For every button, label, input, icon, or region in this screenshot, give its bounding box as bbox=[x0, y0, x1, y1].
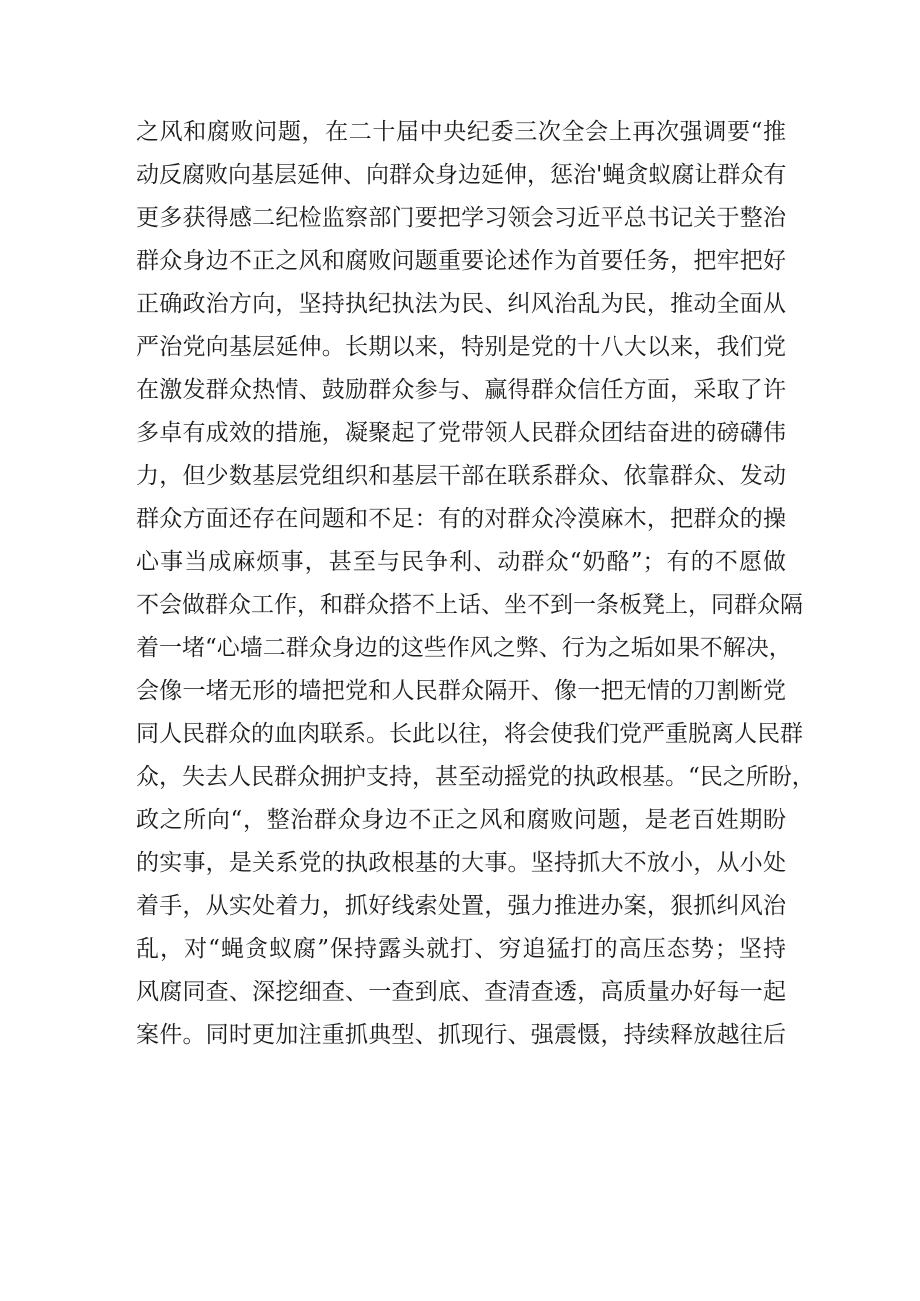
text-line: 多卓有成效的措施，凝聚起了党带领人民群众团结奋进的磅礴伟 bbox=[136, 420, 786, 446]
text-line: 在激发群众热情、鼓励群众参与、赢得群众信任方面，采取了许 bbox=[136, 377, 786, 403]
text-line: 正确政治方向，坚持执纪执法为民、纠风治乱为民，推动全面从 bbox=[136, 291, 786, 317]
text-line: 案件。同时更加注重抓典型、抓现行、强震慑，持续释放越往后 bbox=[136, 1022, 786, 1048]
text-line: 群众身边不正之风和腐败问题重要论述作为首要任务，把牢把好 bbox=[136, 248, 786, 274]
text-line: 风腐同查、深挖细查、一查到底、查清查透，高质量办好每一起 bbox=[136, 979, 786, 1005]
text-line: 众，失去人民群众拥护支持，甚至动摇党的执政根基。“民之所盼， bbox=[136, 764, 815, 790]
body-paragraph bbox=[136, 111, 815, 1057]
text-line: 心事当成麻烦事，甚至与民争利、动群众“奶酪”；有的不愿做 bbox=[136, 549, 786, 575]
text-line: 同人民群众的血肉联系。长此以往，将会使我们党严重脱离人民群 bbox=[136, 721, 803, 747]
text-line: 动反腐败向基层延伸、向群众身边延伸，惩治'蝇贪蚁腐让群众有 bbox=[136, 162, 787, 188]
text-line: 严治党向基层延伸。长期以来，特别是党的十八大以来，我们党 bbox=[136, 334, 786, 360]
text-line: 会像一堵无形的墙把党和人民群众隔开、像一把无情的刀割断党 bbox=[136, 678, 786, 704]
text-line: 着一堵“心墙二群众身边的这些作风之弊、行为之垢如果不解决， bbox=[136, 635, 792, 661]
text-line: 不会做群众工作，和群众搭不上话、坐不到一条板凳上，同群众隔 bbox=[136, 592, 803, 618]
text-line: 政之所向“，整治群众身边不正之风和腐败问题，是老百姓期盼 bbox=[136, 807, 786, 833]
text-line: 群众方面还存在问题和不足：有的对群众冷漠麻木，把群众的操 bbox=[136, 506, 786, 532]
text-line: 着手，从实处着力，抓好线索处置，强力推进办案，狠抓纠风治 bbox=[136, 893, 786, 919]
text-line: 之风和腐败问题，在二十届中央纪委三次全会上再次强调要“推 bbox=[136, 119, 786, 145]
text-line: 力，但少数基层党组织和基层干部在联系群众、依靠群众、发动 bbox=[136, 463, 786, 489]
text-line: 更多获得感二纪检监察部门要把学习领会习近平总书记关于整治 bbox=[136, 205, 786, 231]
text-line: 的实事，是关系党的执政根基的大事。坚持抓大不放小，从小处 bbox=[136, 850, 786, 876]
text-line: 乱，对“蝇贪蚁腐”保持露头就打、穷追猛打的高压态势；坚持 bbox=[136, 936, 786, 962]
